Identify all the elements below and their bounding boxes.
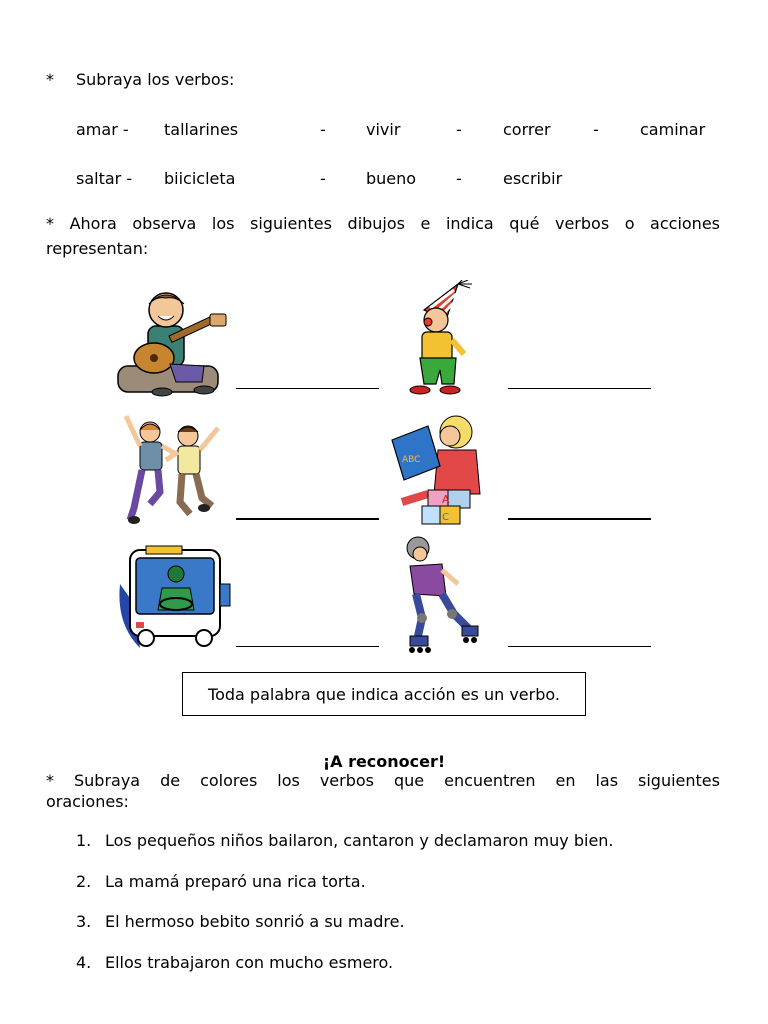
list-item — [76, 872, 366, 891]
list-item — [76, 912, 405, 931]
list-item — [76, 831, 614, 850]
girl-reading-book-icon — [388, 410, 488, 530]
answer-line-6[interactable] — [508, 646, 651, 647]
dash: - — [320, 169, 326, 188]
boy-playing-guitar-icon — [114, 286, 234, 398]
dash: - — [456, 169, 462, 188]
item-number: 4. — [76, 953, 92, 972]
answer-line-3[interactable] — [236, 518, 379, 520]
word: bueno — [366, 169, 417, 188]
answer-line-5[interactable] — [236, 646, 379, 647]
item-number: 2. — [76, 872, 92, 891]
item-text: El hermoso bebito sonrió a su madre. — [105, 912, 405, 931]
word: caminar — [640, 120, 706, 139]
answer-line-1[interactable] — [236, 388, 379, 389]
word: correr — [503, 120, 551, 139]
word: saltar - — [76, 169, 133, 188]
word: amar - — [76, 120, 129, 139]
answer-line-4[interactable] — [508, 518, 651, 520]
section3-line1: Subraya de colores los verbos que encuentren en las siguientes — [73, 771, 720, 790]
word: vivir — [366, 120, 401, 139]
item-text: Ellos trabajaron con mucho esmero. — [105, 953, 394, 972]
section1-instruction: Subraya los verbos: — [76, 70, 235, 89]
dash: - — [456, 120, 462, 139]
dash: - — [320, 120, 326, 139]
section1-bullet: * — [46, 70, 54, 89]
section2-instruction — [46, 214, 720, 234]
svg-text:C: C — [442, 512, 449, 523]
rule-box — [182, 672, 586, 716]
clown-with-party-hat-icon — [398, 280, 478, 398]
item-number: 3. — [76, 912, 92, 931]
dash: - — [593, 120, 599, 139]
item-text: La mamá preparó una rica torta. — [105, 872, 366, 891]
roller-skater-icon — [398, 536, 484, 658]
word: tallarines — [164, 120, 239, 139]
item-text: Los pequeños niños bailaron, cantaron y declamaron muy bien. — [105, 831, 614, 850]
list-item — [76, 953, 394, 972]
svg-text:A: A — [442, 493, 450, 506]
word: escribir — [503, 169, 563, 188]
word: biicicleta — [164, 169, 236, 188]
svg-text:ABC: ABC — [402, 455, 421, 465]
section3-instruction — [46, 771, 720, 791]
section2-bullet: * — [46, 214, 54, 233]
section3-bullet: * — [46, 771, 54, 790]
two-kids-dancing-icon — [120, 408, 224, 528]
section3-title: ¡A reconocer! — [322, 752, 446, 771]
section2-line1: Ahora observa los siguientes dibujos e indica qué verbos o acciones — [69, 214, 721, 233]
rule-text: Toda palabra que indica acción es un verbo. — [208, 684, 560, 704]
section3-line2: oraciones: — [46, 792, 129, 811]
bus-driver-icon — [116, 544, 234, 656]
section2-line2: representan: — [46, 239, 149, 258]
answer-line-2[interactable] — [508, 388, 651, 389]
item-number: 1. — [76, 831, 92, 850]
